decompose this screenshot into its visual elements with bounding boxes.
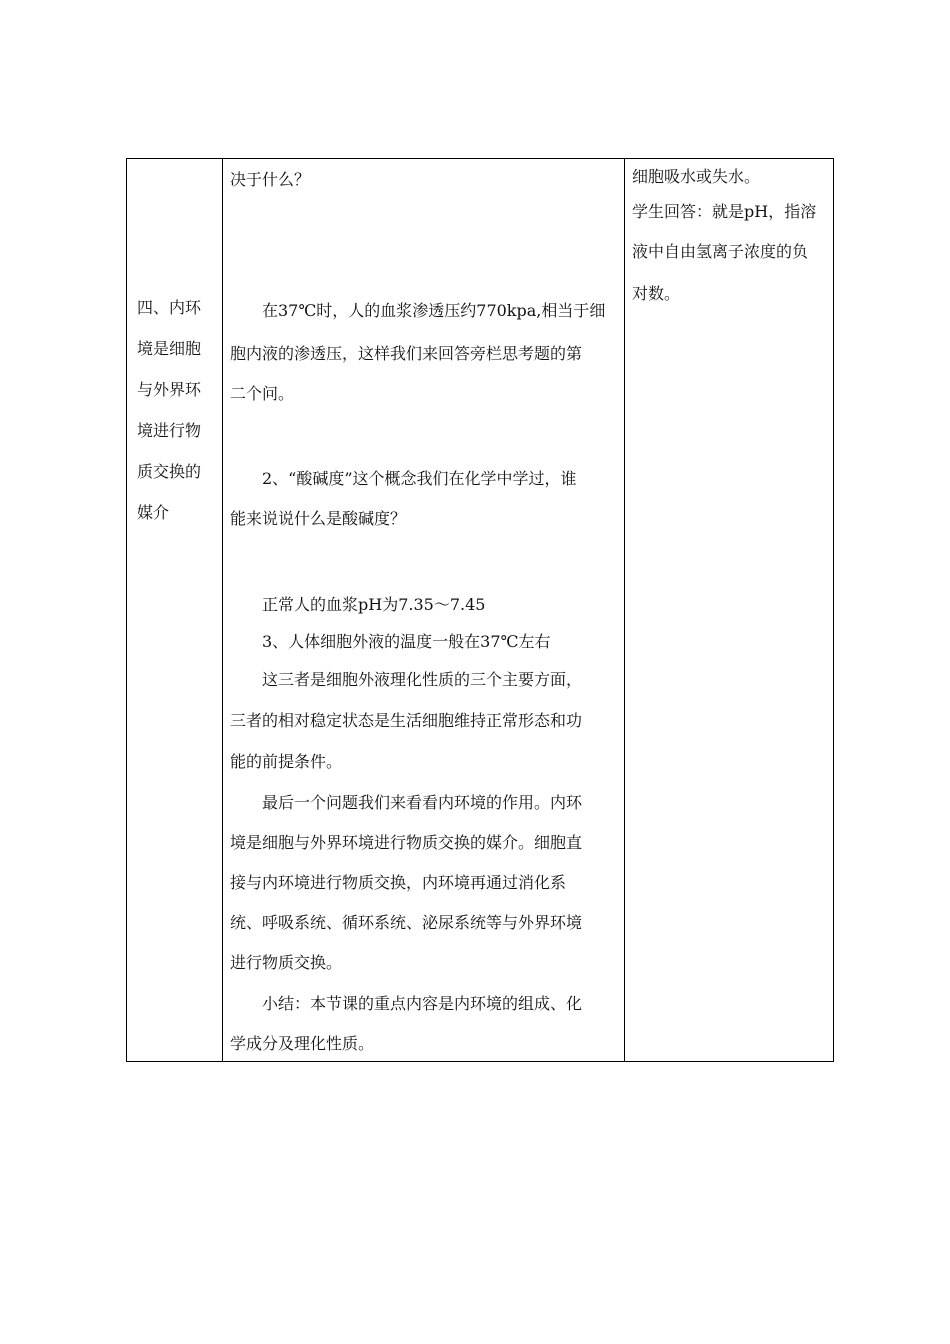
content-line: 3、人体细胞外液的温度一般在37℃左右 — [262, 632, 551, 651]
lesson-table — [126, 158, 834, 1062]
content-line: 学成分及理化性质。 — [230, 1034, 375, 1053]
section-label-line: 境进行物 — [137, 421, 202, 440]
content-line: 境是细胞与外界环境进行物质交换的媒介。细胞直 — [230, 833, 583, 852]
content-line: 二个问。 — [230, 384, 295, 403]
content-line: 在37℃时，人的血浆渗透压约770kpa,相当于细 — [262, 301, 606, 320]
content-line: 正常人的血浆pH为7.35～7.45 — [262, 595, 486, 614]
section-label — [137, 287, 213, 533]
side-line: 对数。 — [632, 284, 681, 303]
content-line: 进行物质交换。 — [230, 953, 343, 972]
content-line: 最后一个问题我们来看看内环境的作用。内环 — [262, 793, 583, 812]
content-line: 三者的相对稳定状态是生活细胞维持正常形态和功 — [230, 711, 583, 730]
content-line: 决于什么？ — [230, 170, 311, 189]
side-line: 学生回答：就是pH，指溶 — [632, 202, 817, 221]
section-label-line: 与外界环 — [137, 380, 202, 399]
side-line: 液中自由氢离子浓度的负 — [632, 242, 809, 261]
content-line: 能来说说什么是酸碱度？ — [230, 509, 407, 528]
section-label-line: 境是细胞 — [137, 339, 202, 358]
content-line: 接与内环境进行物质交换，内环境再通过消化系 — [230, 873, 567, 892]
content-line: 能的前提条件。 — [230, 752, 343, 771]
section-label-line: 质交换的 — [137, 462, 202, 481]
column-divider — [624, 159, 625, 1061]
column-divider — [222, 159, 223, 1061]
section-label-line: 四、内环 — [137, 298, 202, 317]
side-line: 细胞吸水或失水。 — [632, 167, 761, 186]
content-line: 小结：本节课的重点内容是内环境的组成、化 — [262, 994, 583, 1013]
content-line: 胞内液的渗透压，这样我们来回答旁栏思考题的第 — [230, 344, 583, 363]
content-line: 统、呼吸系统、循环系统、泌尿系统等与外界环境 — [230, 913, 583, 932]
section-label-line: 媒介 — [137, 503, 170, 522]
content-line: 这三者是细胞外液理化性质的三个主要方面， — [262, 670, 583, 689]
content-line: 2、“酸碱度”这个概念我们在化学中学过，谁 — [262, 469, 577, 488]
